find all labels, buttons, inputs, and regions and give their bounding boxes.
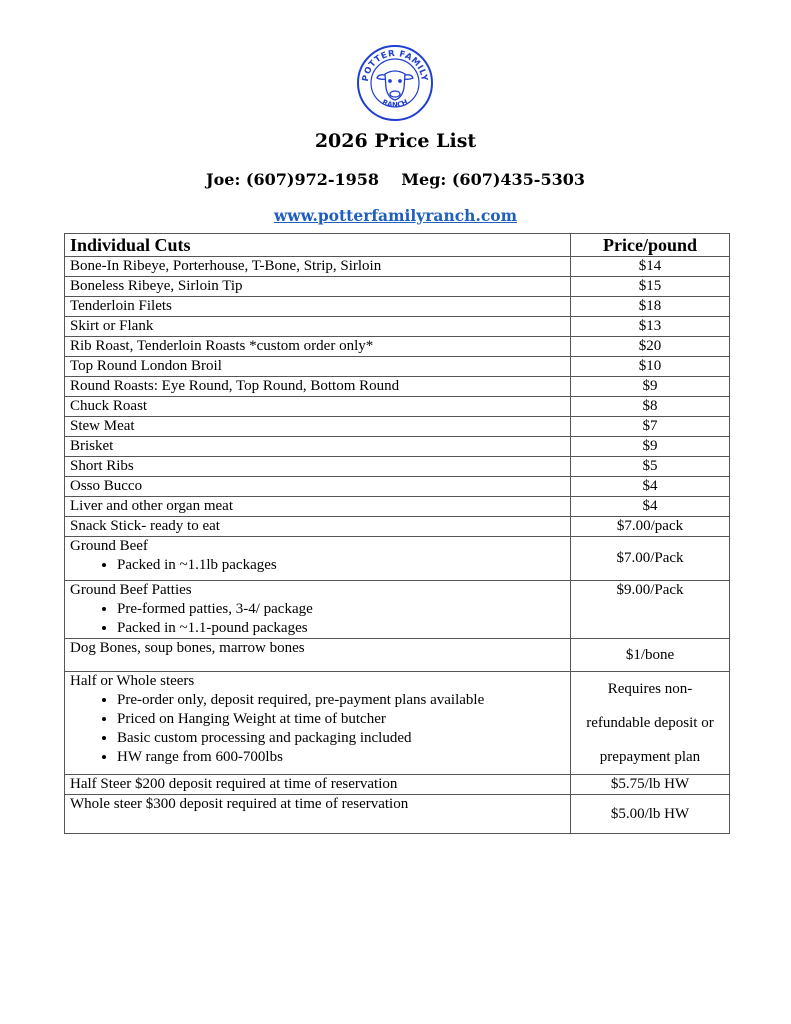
table-row xyxy=(65,417,730,437)
list-item: • Basic custom processing and packaging included xyxy=(117,729,565,748)
page-title: 2026 Price List xyxy=(314,130,477,152)
deposit-note-line: refundable deposit or xyxy=(586,715,714,731)
list-item: • HW range from 600-700lbs xyxy=(117,748,565,767)
deposit-note-line: prepayment plan xyxy=(599,749,701,765)
cut-name: Snack Stick- ready to eat xyxy=(65,517,571,537)
cut-rows xyxy=(65,257,730,537)
cut-name: Round Roasts: Eye Round, Top Round, Bottom Round xyxy=(65,377,571,397)
price-cell: $7 xyxy=(571,417,730,437)
table-row xyxy=(65,317,730,337)
contact-phones: Joe: (607)972-1958 Meg: (607)435-5303 xyxy=(206,170,585,189)
table-row xyxy=(65,457,730,477)
half-steer-label: Half Steer $200 deposit required at time of reservation xyxy=(70,776,398,792)
whole-steer-label: Whole steer $300 deposit required at time of reservation xyxy=(70,796,409,812)
table-row-steers xyxy=(65,672,730,775)
cut-name: Tenderloin Filets xyxy=(65,297,571,317)
cut-name: Stew Meat xyxy=(65,417,571,437)
price-cell: $9 xyxy=(571,437,730,457)
price-cell: $5 xyxy=(571,457,730,477)
column-header-price: Price/pound xyxy=(571,234,730,257)
table-header-row xyxy=(65,234,730,257)
price-cell: $5.00/lb HW xyxy=(571,795,730,834)
price-cell: $4 xyxy=(571,477,730,497)
ranch-logo xyxy=(356,44,434,122)
price-cell: $4 xyxy=(571,497,730,517)
table-row xyxy=(65,477,730,497)
cut-name: Boneless Ribeye, Sirloin Tip xyxy=(65,277,571,297)
steers-label: Half or Whole steers xyxy=(70,673,195,689)
price-cell: $14 xyxy=(571,257,730,277)
table-row xyxy=(65,517,730,537)
cut-name: Liver and other organ meat xyxy=(65,497,571,517)
table-row xyxy=(65,397,730,417)
table-row xyxy=(65,337,730,357)
table-row-whole-steer xyxy=(65,795,730,834)
price-cell: $7.00/Pack xyxy=(571,537,730,581)
patties-label: Ground Beef Patties xyxy=(70,582,192,598)
table-row xyxy=(65,257,730,277)
cut-name: Rib Roast, Tenderloin Roasts *custom order only* xyxy=(65,337,571,357)
deposit-note-line: Requires non- xyxy=(607,681,693,697)
column-header-item: Individual Cuts xyxy=(65,234,571,257)
table-row-bones xyxy=(65,639,730,672)
table-row xyxy=(65,297,730,317)
price-cell: $13 xyxy=(571,317,730,337)
cut-name: Chuck Roast xyxy=(65,397,571,417)
table-row-ground-beef xyxy=(65,537,730,581)
price-cell: $20 xyxy=(571,337,730,357)
logo-bottom-text: RANCH xyxy=(380,98,410,110)
list-item: • Pre-formed patties, 3-4/ package xyxy=(117,600,565,619)
price-cell: $8 xyxy=(571,397,730,417)
logo-top-text: POTTER FAMILY xyxy=(360,48,430,83)
price-cell: $18 xyxy=(571,297,730,317)
table-row xyxy=(65,357,730,377)
list-item: • Priced on Hanging Weight at time of butcher xyxy=(117,710,565,729)
table-row xyxy=(65,437,730,457)
cut-name: Brisket xyxy=(65,437,571,457)
price-table xyxy=(64,233,730,834)
table-row xyxy=(65,377,730,397)
cut-name: Short Ribs xyxy=(65,457,571,477)
list-item: • Pre-order only, deposit required, pre-payment plans available xyxy=(117,691,565,710)
bones-label: Dog Bones, soup bones, marrow bones xyxy=(70,640,305,656)
price-cell: $15 xyxy=(571,277,730,297)
price-cell: $7.00/pack xyxy=(571,517,730,537)
table-row xyxy=(65,277,730,297)
price-cell: $5.75/lb HW xyxy=(571,775,730,795)
cow-head-icon xyxy=(377,71,413,100)
list-item: • Packed in ~1.1lb packages xyxy=(117,556,565,575)
website-link[interactable]: www.potterfamilyranch.com xyxy=(273,206,518,225)
table-row-patties xyxy=(65,581,730,639)
cut-name: Osso Bucco xyxy=(65,477,571,497)
price-cell: $9 xyxy=(571,377,730,397)
price-cell: $10 xyxy=(571,357,730,377)
price-cell: $1/bone xyxy=(571,639,730,672)
price-cell: $9.00/Pack xyxy=(571,581,730,639)
price-cell xyxy=(571,672,730,775)
table-row xyxy=(65,497,730,517)
cut-name: Top Round London Broil xyxy=(65,357,571,377)
cut-name: Bone-In Ribeye, Porterhouse, T-Bone, Strip, Sirloin xyxy=(65,257,571,277)
ground-beef-label: Ground Beef xyxy=(70,538,148,554)
cut-name: Skirt or Flank xyxy=(65,317,571,337)
list-item: • Packed in ~1.1-pound packages xyxy=(117,619,565,638)
table-row-half-steer xyxy=(65,775,730,795)
